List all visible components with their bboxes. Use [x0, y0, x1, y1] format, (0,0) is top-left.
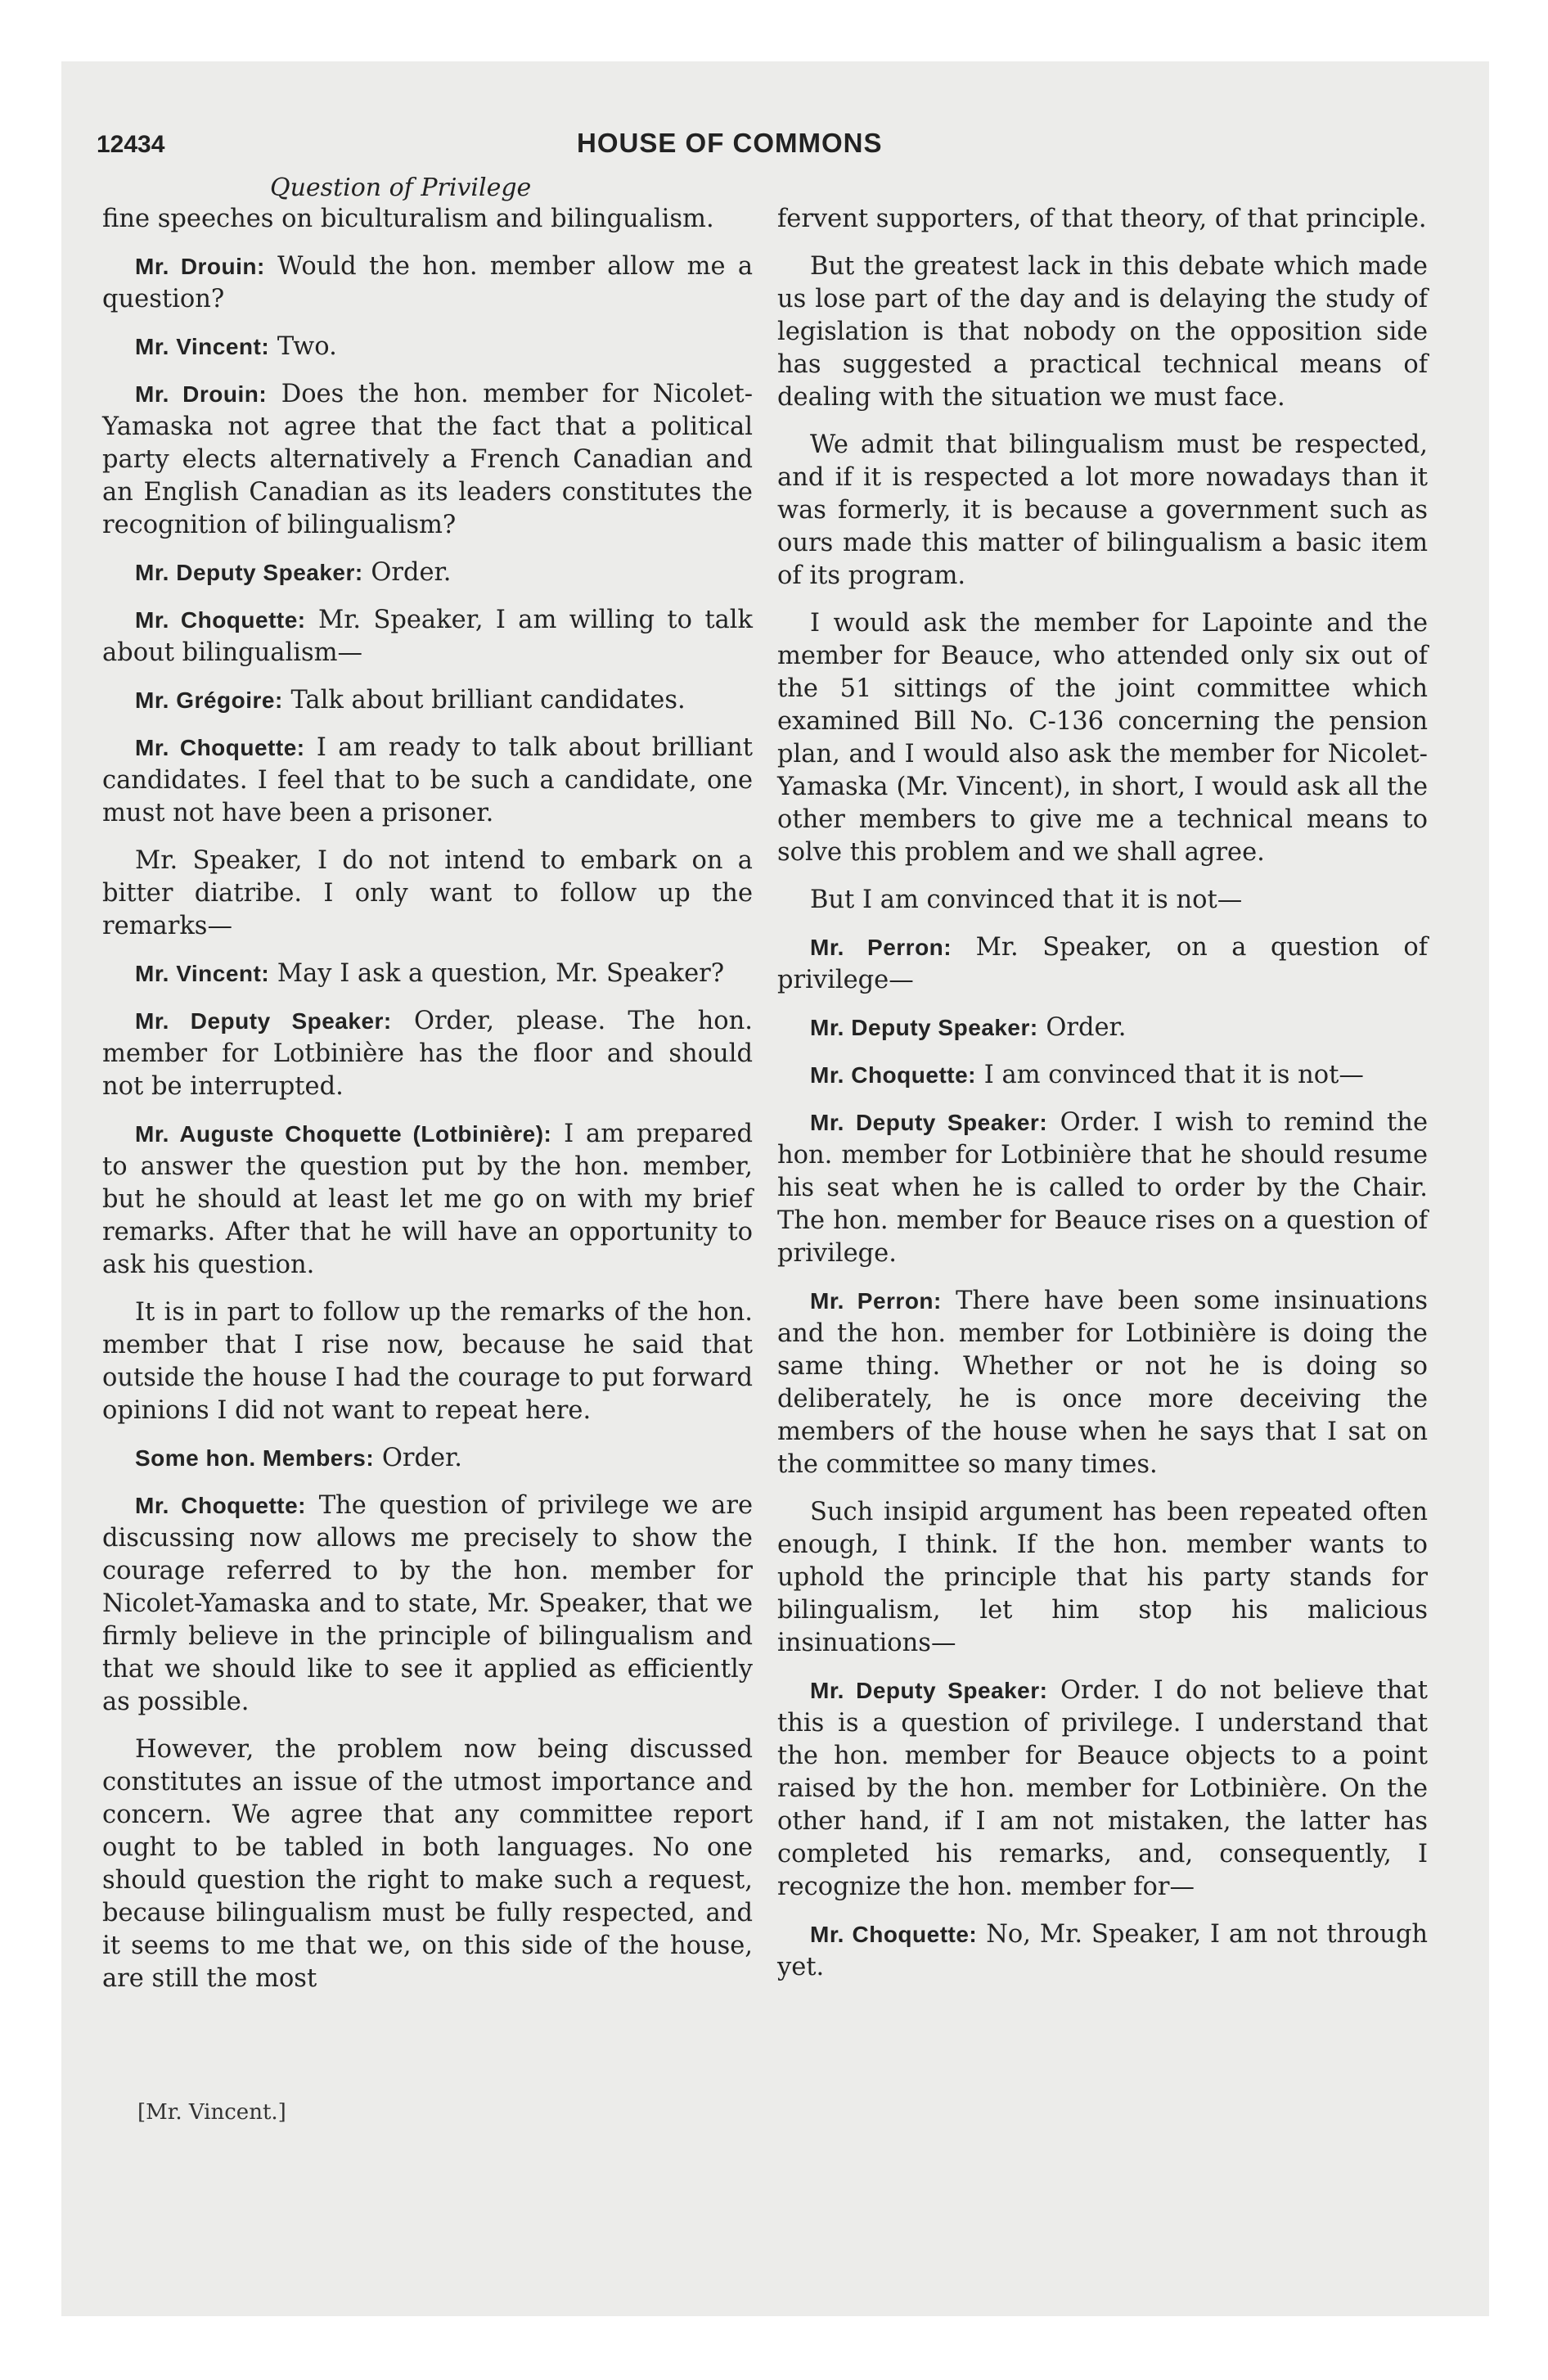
speaker-name: Mr. Choquette: [135, 1493, 306, 1518]
paragraph-text: It is in part to follow up the remarks of the hon. member that I rise now, because he said that outside the house I had the courage to put forward opinions I did not want to repeat here. [102, 1298, 753, 1425]
paragraph [102, 378, 753, 542]
speaker-name: Mr. Deputy Speaker: [135, 560, 363, 585]
speaker-name: Mr. Drouin: [135, 254, 265, 279]
paragraph [102, 684, 753, 717]
paragraph [777, 1285, 1428, 1481]
paragraph [102, 203, 753, 236]
paragraph-text: No, Mr. Speaker, I am not through yet. [777, 1920, 1428, 1981]
speaker-name: Mr. Perron: [810, 1288, 942, 1314]
speaker-name: Mr. Choquette: [135, 735, 305, 760]
paragraph-text: I am convinced that it is not— [976, 1061, 1364, 1089]
paragraph-text: fine speeches on biculturalism and bilingualism. [102, 205, 714, 233]
speaker-name: Mr. Perron: [810, 935, 952, 960]
paragraph-text: We admit that bilingualism must be respected, and if it is respected a lot more nowadays than it was formerly, it is because a government such as ours made this matter of bilingualism a basic item of its program. [777, 430, 1428, 590]
right-column [777, 203, 1428, 1999]
paragraph-text: Order. I do not believe that this is a question of privilege. I understand that the hon. member for Beauce objects to a point raised by the hon. member for Lotbinière. On the other hand, if I am not mistaken, the latter has completed his remarks, and, consequently, I recognize the hon. member for— [777, 1676, 1428, 1901]
speaker-name: Mr. Deputy Speaker: [810, 1015, 1038, 1040]
paragraph [102, 1733, 753, 1995]
paragraph-text: Would the hon. member allow me a question? [102, 252, 754, 313]
paragraph-text: fervent supporters, of that theory, of that principle. [777, 205, 1427, 233]
section-title: Question of Privilege [270, 174, 532, 202]
paragraph [777, 1675, 1428, 1904]
paragraph-text: I am prepared to answer the question put by the hon. member, but he should at least let me go on with my brief remarks. After that he will have an opportunity to ask his question. [102, 1120, 753, 1279]
paragraph-text: Does the hon. member for Nicolet-Yamaska not agree that the fact that a political party elects alternatively a French Canadian and an English Canadian as its leaders constitutes the recognition of bilingualism? [102, 380, 753, 539]
paragraph-text: Talk about brilliant candidates. [282, 686, 686, 714]
speaker-name: Mr. Vincent: [135, 334, 270, 359]
speaker-name: Mr. Vincent: [135, 961, 270, 986]
paragraph [102, 958, 753, 990]
paragraph-text: The question of privilege we are discussing now allows me precisely to show the courage referred to by the hon. member for Nicolet-Yamaska and to state, Mr. Speaker, that we firmly believe in the principle of bilingualism and that we should like to see it applied as efficiently as possible. [102, 1491, 753, 1716]
speaker-name: Mr. Auguste Choquette (Lotbinière): [135, 1121, 552, 1147]
paragraph [102, 1118, 753, 1282]
paragraph [102, 250, 753, 316]
paragraph-text: But I am convinced that it is not— [810, 886, 1243, 914]
paragraph-text: Mr. Speaker, I am willing to talk about bilingualism— [102, 606, 753, 667]
paragraph-text: Order. [362, 558, 452, 587]
paragraph-text: There have been some insinuations and the hon. member for Lotbinière is doing the same thing. Whether or not he is doing so deliberately, he is once more deceiving the members of the house when he says that I sat on the committee so many times. [777, 1287, 1429, 1479]
page-title: HOUSE OF COMMONS [577, 128, 883, 158]
paragraph [102, 557, 753, 589]
speaker-name: Mr. Deputy Speaker: [810, 1678, 1048, 1703]
paragraph [102, 1005, 753, 1103]
paragraph [777, 1496, 1428, 1660]
paragraph [777, 1107, 1428, 1270]
paragraph-text: Order. [374, 1444, 462, 1472]
paragraph [777, 203, 1428, 236]
paragraph-text: But the greatest lack in this debate which made us lose part of the day and is delaying the study of legislation is that nobody on the opposition side has suggested a practical technical means of dealing with the situation we must face. [777, 252, 1428, 412]
paragraph [777, 931, 1428, 997]
page-number: 12434 [97, 131, 165, 158]
speaker-name: Mr. Choquette: [810, 1062, 976, 1088]
paragraph [102, 604, 753, 669]
footer-attribution: [Mr. Vincent.] [137, 2100, 286, 2125]
paragraph-text: Order. [1037, 1013, 1127, 1042]
paragraph [777, 429, 1428, 593]
paragraph [102, 331, 753, 363]
speaker-name: Mr. Deputy Speaker: [135, 1008, 392, 1034]
speaker-name: Mr. Choquette: [135, 607, 306, 633]
paragraph [777, 884, 1428, 917]
paragraph-text: Two. [269, 332, 337, 361]
paragraph-text: Mr. Speaker, I do not intend to embark on a bitter diatribe. I only want to follow up the remarks— [102, 846, 753, 940]
speaker-name: Mr. Drouin: [135, 381, 268, 407]
paragraph [102, 845, 753, 943]
paragraph [777, 250, 1428, 414]
paragraph [102, 732, 753, 830]
paragraph-text: Order. I wish to remind the hon. member for Lotbinière that he should resume his seat when he is called to order by the Chair. The hon. member for Beauce rises on a question of privilege. [777, 1108, 1429, 1268]
speaker-name: Some hon. Members: [135, 1445, 375, 1471]
paragraph [102, 1490, 753, 1719]
paragraph-text: However, the problem now being discussed constitutes an issue of the utmost importance and concern. We agree that any committee report ought to be tabled in both languages. No one should question the right to make such a request, because bilingualism must be fully respected, and it seems to me that we, on this side of the house, are still the most [102, 1735, 753, 1993]
paragraph [777, 607, 1428, 869]
paragraph-text: I would ask the member for Lapointe and the member for Beauce, who attended only six out of the 51 sittings of the joint committee which examined Bill No. C-136 concerning the pension plan, and I would also ask the member for Nicolet-Yamaska (Mr. Vincent), in short, I would ask all the other members to give me a technical means to solve this problem and we shall agree. [777, 609, 1428, 867]
speaker-name: Mr. Grégoire: [135, 687, 283, 713]
paragraph-text: Mr. Speaker, on a question of privilege— [777, 933, 1428, 994]
paragraph [102, 1442, 753, 1475]
speaker-name: Mr. Choquette: [810, 1922, 978, 1947]
paragraph-text: I am ready to talk about brilliant candidates. I feel that to be such a candidate, one must not have been a prisoner. [102, 733, 753, 827]
paragraph-text: Order, please. The hon. member for Lotbinière has the floor and should not be interrupted. [102, 1007, 753, 1101]
paragraph [777, 1059, 1428, 1092]
paragraph [777, 1012, 1428, 1044]
paragraph [777, 1918, 1428, 1984]
paragraph-text: May I ask a question, Mr. Speaker? [269, 959, 725, 988]
left-column [102, 203, 753, 2010]
speaker-name: Mr. Deputy Speaker: [810, 1110, 1048, 1135]
paragraph-text: Such insipid argument has been repeated often enough, I think. If the hon. member wants to uphold the principle that his party stands for bilingualism, let him stop his malicious insinuations— [777, 1498, 1428, 1657]
paragraph [102, 1296, 753, 1427]
